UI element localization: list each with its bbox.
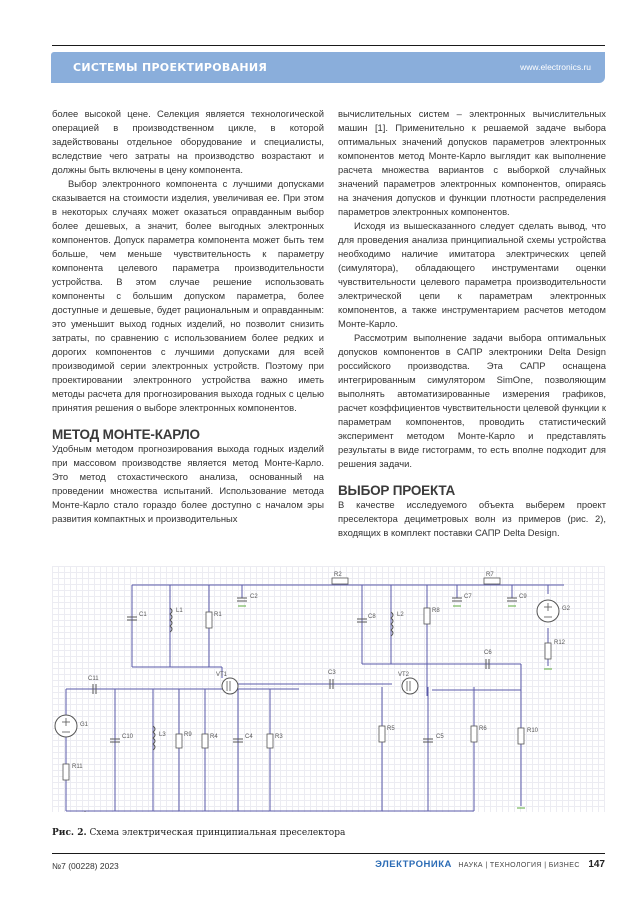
label-c1: C1 <box>139 612 147 618</box>
paragraph: Выбор электронного компонента с лучшими допусками сказывается на стоимости изделия, увеличивая ее. При этом в некоторых случаях может оказаться оправданным выбор более дешевых, а значит, более выгодных электронных компонентов. Допуск параметра компонента может быть тем больше, чем меньше чувствительность к параметру компонента целевого параметра производительности устройства. В этом случае решение использовать компоненты с большим допуском параметра, более доступные и дешевые, будет рациональным и оправданным: это уменьшит выход годных изделий, но позволит снизить затраты, по сравнению с использованием более редких и дорогих компонентов с лучшими допусками для всей производимой серии электронных устройств. Поэтому при проектировании электронного устройства важно иметь методы расчета для прогнозирования выхода годных с целью принятия решения о выборе электронных компонентов. <box>52 178 324 413</box>
label-c3: C3 <box>328 670 336 676</box>
label-r11: R11 <box>72 764 83 770</box>
label-c6: C6 <box>484 650 492 656</box>
label-c9: C9 <box>519 594 527 600</box>
label-g1: G1 <box>80 722 89 728</box>
circuit-schematic <box>52 566 605 812</box>
label-r4: R4 <box>210 734 218 740</box>
section-heading-monte-carlo: МЕТОД МОНТЕ-КАРЛО <box>52 427 200 442</box>
section-title: СИСТЕМЫ ПРОЕКТИРОВАНИЯ <box>73 61 268 74</box>
left-column <box>52 107 324 526</box>
label-l1: L1 <box>176 608 183 614</box>
paragraph: Исходя из вышесказанного следует сделать вывод, что для проведения анализа принципиальной схемы устройства необходимо наличие имитатора электрических цепей (симулятора), обладающего инструментами оценки чувствительности целевого параметра производительности электрической цепи к параметрам электронных компонентов, а также инструментарием расчетов методом Монте-Карло. <box>338 220 606 329</box>
paragraph: более высокой цене. Селекция является технологической операцией в производственном цикле, в которой задействованы отдельное оборудование и специалисты, вследствие чего затраты на производство возрастают и должны быть включены в цену компонента. <box>52 108 324 175</box>
header-rule <box>52 45 605 46</box>
label-r7: R7 <box>486 572 494 578</box>
label-c8: C8 <box>368 614 376 620</box>
label-c10: C10 <box>122 734 134 740</box>
label-vt2: VT2 <box>398 672 410 678</box>
right-column <box>338 107 606 540</box>
footer-brand <box>375 859 605 870</box>
label-c2: C2 <box>250 594 258 600</box>
label-r12: R12 <box>554 640 566 646</box>
magazine-tagline: НАУКА | ТЕХНОЛОГИЯ | БИЗНЕС <box>458 862 580 869</box>
label-c5: C5 <box>436 734 444 740</box>
section-banner <box>51 52 605 83</box>
paragraph: Удобным методом прогнозирования выхода годных изделий при массовом производстве является метод Монте-Карло. Это метод стохастического анализа, основанный на проведении множества испытаний. Использование метода Монте-Карло стало гораздо более доступно с началом эры развития компактных и производительных <box>52 443 324 524</box>
label-l2: L2 <box>397 612 404 618</box>
label-r3: R3 <box>275 734 283 740</box>
footer-rule <box>52 853 605 854</box>
label-r10: R10 <box>527 728 539 734</box>
label-r2: R2 <box>334 572 342 578</box>
label-c11: C11 <box>88 676 99 682</box>
section-heading-project-choice: ВЫБОР ПРОЕКТА <box>338 483 456 498</box>
label-c4: C4 <box>245 734 253 740</box>
label-vt1: VT1 <box>216 672 228 678</box>
website-link[interactable]: www.electronics.ru <box>520 62 591 72</box>
figure-caption <box>52 828 345 838</box>
label-r5: R5 <box>387 726 395 732</box>
caption-text: Схема электрическая принципиальная преселектора <box>86 828 346 838</box>
label-r6: R6 <box>479 726 487 732</box>
label-r9: R9 <box>184 732 192 738</box>
label-l3: L3 <box>159 732 166 738</box>
caption-label: Рис. 2. <box>52 828 87 838</box>
paragraph: Рассмотрим выполнение задачи выбора оптимальных допусков компонентов в САПР электроники Delta Design российского производства. Эта САПР оснащена интегрированным симулятором SimOne, позволяющим выполнять автоматизированные измерения графиков, расчет коэффициентов чувствительности целевой функции к параметрам компонентов, проводить статистический эксперимент методом Монте-Карло и представлять результаты в виде гистограмм, то есть вполне подходит для решения задачи. <box>338 332 606 469</box>
page-number: 147 <box>588 859 605 870</box>
paragraph: вычислительных систем – электронных вычислительных машин [1]. Применительно к решаемой задаче выбора оптимальных значений допусков параметров электронных компонентов метод Монте-Карло выглядит как выполнение расчета множества вариантов с выборкой случайных значений параметров электронных компонентов, опираясь на значения допусков и функции плотности распределения параметров электронных компонентов. <box>338 108 606 217</box>
label-r8: R8 <box>432 608 440 614</box>
paragraph: В качестве исследуемого объекта выберем проект преселектора дециметровых волн из примеров (рис. 2), входящих в комплект поставки САПР Delta Design. <box>338 499 606 538</box>
label-c7: C7 <box>464 594 472 600</box>
label-r1: R1 <box>214 612 222 618</box>
issue-number: №7 (00228) 2023 <box>52 861 119 871</box>
label-g2: G2 <box>562 606 571 612</box>
magazine-name: ЭЛЕКТРОНИКА <box>375 859 452 870</box>
